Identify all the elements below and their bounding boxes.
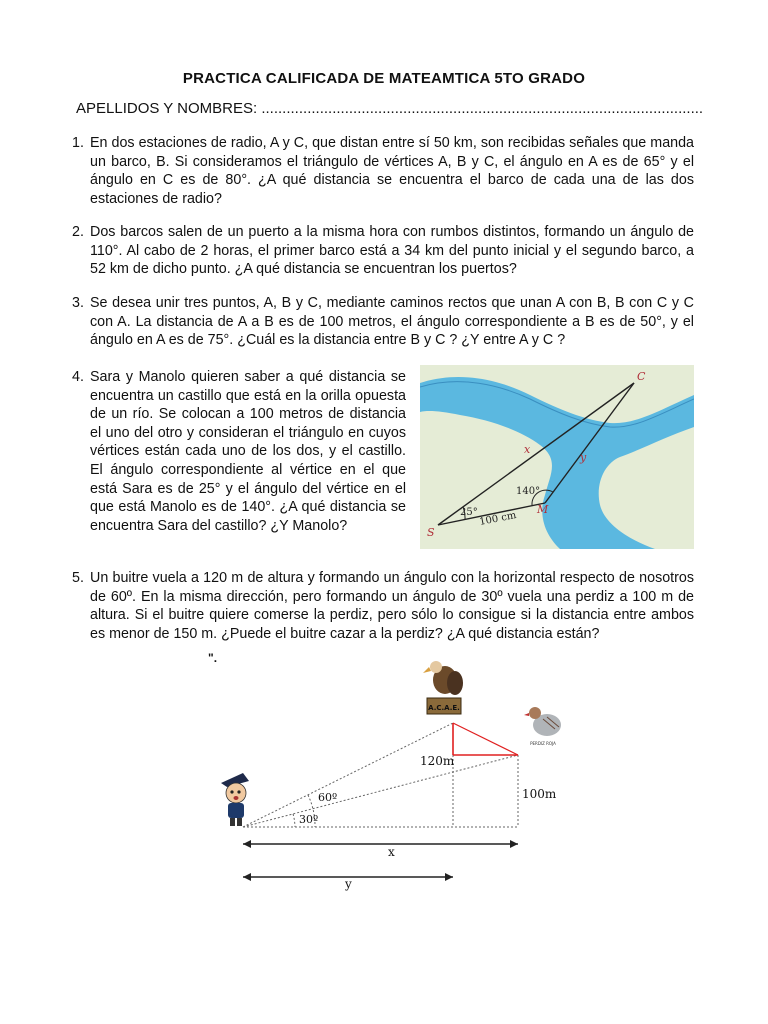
sign-text: A.C.A.E. — [428, 704, 460, 712]
label-120m: 120m — [420, 754, 455, 768]
question-text: Sara y Manolo quieren saber a qué distancia se encuentra un castillo que está en la orilla opuesta de un río. Se colocan a 100 metros de distancia el uno del otro y consideran el triángulo en cuyos vértices están cada uno de los dos, y el castillo. El ángulo correspondiente al vértice en el que está Sara es de 25° y el ángulo del vértice en el que está Manolo es de 140°. ¿A qué distancia se encuentra Sara del castillo? ¿Y Manolo? — [90, 369, 406, 534]
label-angle-s: 25° — [460, 507, 478, 518]
vulture-icon — [423, 661, 463, 695]
arc-30 — [293, 814, 295, 827]
label-m: M — [537, 503, 549, 516]
names-field: APELLIDOS Y NOMBRES: .......................................................................................................... — [76, 100, 704, 117]
partridge-caption: PERDIZ ROJA — [530, 741, 556, 746]
label-y: y — [345, 877, 352, 891]
question-2 — [72, 223, 694, 279]
question-number: 1. — [72, 135, 84, 151]
partridge-icon — [524, 707, 561, 736]
question-text: En dos estaciones de radio, A y C, que distan entre sí 50 km, son recibidas señales que manda un barco, B. Si consideramos el triángulo de vértices A, B y C, el ángulo en A es de 65° y el ángulo en C es de 80°. ¿A qué distancia se encuentra el barco de cada una de las dos estaciones de radio? — [90, 135, 694, 207]
red-hypotenuse — [453, 723, 518, 755]
question-number: 5. — [72, 570, 84, 586]
stray-marks: ". — [208, 651, 218, 665]
label-60: 60º — [318, 791, 338, 804]
question-text: Se desea unir tres puntos, A, B y C, mediante caminos rectos que unan A con B, B con C y C con A. La distancia de A a B es de 100 metros, el ángulo correspondiente a B es de 50°, y el ángulo en A es de 75°. ¿Cuál es la distancia entre B y C ? ¿Y entre A y C ? — [90, 295, 694, 349]
line-to-partridge — [243, 755, 518, 827]
label-y: y — [580, 451, 587, 464]
label-c: C — [637, 370, 646, 383]
vulture-partridge-figure — [205, 655, 585, 895]
question-number: 2. — [72, 224, 84, 240]
page-title: PRACTICA CALIFICADA DE MATEAMTICA 5TO GRADO — [182, 70, 586, 87]
question-text: Dos barcos salen de un puerto a la misma hora con rumbos distintos, formando un ángulo de 110°. Al cabo de 2 horas, el primer barco está a 34 km del punto inicial y el segundo barco, a 52 km de dicho punto. ¿A qué distancia se encuentran los puertos? — [90, 224, 694, 278]
label-x: x — [388, 845, 395, 859]
question-text: Un buitre vuela a 120 m de altura y formando un ángulo con la horizontal respecto de nosotros de 60º. En la misma dirección, pero formando un ángulo de 30º vuela una perdiz a 100 m de altura. Si el buitre quiere comerse la perdiz, pero sólo lo consigue si la distancia entre ambos es menor de 150 m. ¿Puede el buitre cazar a la perdiz? ¿A qué distancia están? — [90, 570, 694, 642]
label-angle-m: 140° — [516, 486, 541, 497]
label-30: 30º — [299, 813, 319, 826]
label-x: x — [524, 443, 531, 456]
line-to-vulture — [243, 723, 453, 827]
label-distance: 100 cm — [478, 510, 518, 528]
question-number: 3. — [72, 295, 84, 311]
question-5 — [72, 569, 694, 643]
label-100m: 100m — [522, 787, 557, 801]
river-map-figure — [420, 365, 694, 549]
question-3 — [72, 294, 694, 350]
observer-icon — [221, 773, 249, 826]
label-s: S — [427, 526, 435, 539]
question-1 — [72, 134, 694, 208]
question-number: 4. — [72, 369, 84, 385]
question-4 — [72, 368, 406, 535]
